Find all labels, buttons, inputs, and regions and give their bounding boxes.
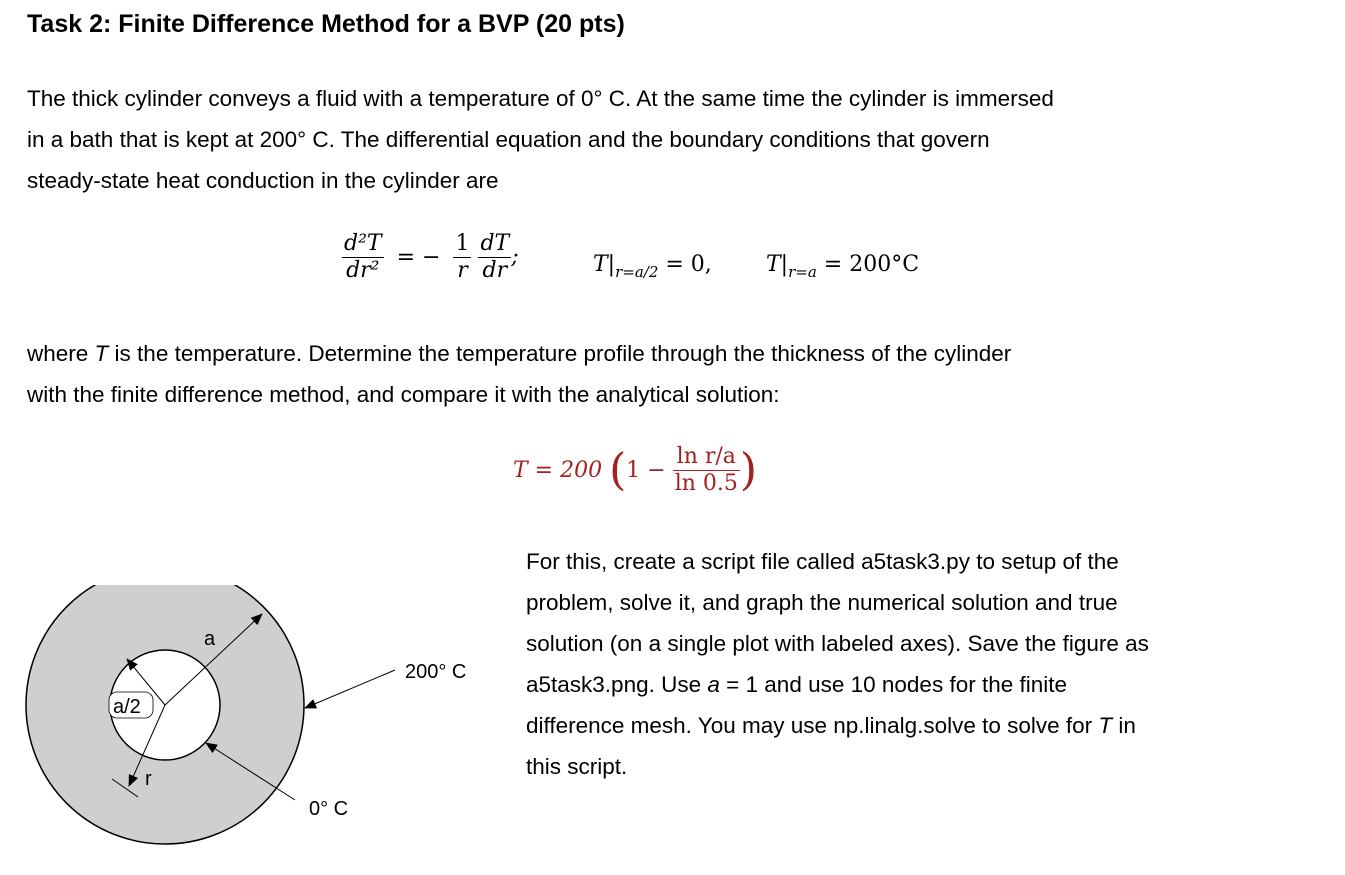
solution-fraction	[673, 445, 740, 496]
where-pre: where	[27, 341, 95, 366]
instr-line-5	[526, 705, 1149, 746]
intro-line-2: in a bath that is kept at 200° C. The differential equation and the boundary conditions that govern	[27, 127, 990, 152]
solution-numerator: ln r/a	[673, 445, 740, 471]
label-a2: a/2	[113, 696, 141, 718]
lhs-denominator: dr²	[346, 258, 380, 284]
rhs-denominator: dr	[482, 258, 508, 284]
intro-line-3: steady-state heat conduction in the cylinder are	[27, 168, 499, 193]
instr-line-2: problem, solve it, and graph the numerical solution and true	[526, 590, 1118, 615]
label-a: a	[204, 628, 216, 650]
instr-l4-post: = 1 and use 10 nodes for the finite	[719, 672, 1068, 697]
rhs-fraction	[478, 232, 511, 283]
label-r: r	[145, 768, 152, 790]
intro-line-1: The thick cylinder conveys a fluid with a temperature of 0° C. At the same time the cylinder is immersed	[27, 86, 1054, 111]
solution-lhs: T = 200	[513, 458, 603, 484]
outer-temp-leader	[305, 670, 395, 708]
instr-line-1: For this, create a script file called a5task3.py to setup of the	[526, 549, 1119, 574]
rhs-coefficient	[453, 232, 471, 283]
rhs-coef-denominator: r	[457, 258, 468, 284]
paren-left: (	[609, 444, 627, 496]
bc2-value: = 200°C	[823, 252, 920, 277]
where-paragraph	[27, 333, 1011, 415]
bc1-var: T|	[593, 252, 616, 277]
analytical-solution	[513, 445, 757, 496]
lhs-fraction	[342, 232, 384, 283]
instr-line-6: this script.	[526, 754, 628, 779]
instr-var-a: a	[707, 672, 720, 697]
instr-line-3: solution (on a single plot with labeled axes). Save the figure as	[526, 631, 1149, 656]
where-line-1	[27, 333, 1011, 374]
solution-one-minus: 1 −	[626, 458, 666, 484]
where-post: is the temperature. Determine the temperature profile through the thickness of the cylinder	[108, 341, 1012, 366]
instr-l5-pre: difference mesh. You may use np.linalg.solve to solve for	[526, 713, 1099, 738]
lhs-numerator: d²T	[342, 232, 384, 258]
rhs-numerator: dT	[478, 232, 511, 258]
paren-right: )	[739, 444, 758, 496]
solution-denominator: ln 0.5	[674, 471, 738, 497]
bc1-sub: r=a/2	[615, 263, 659, 281]
equation-punct: ;	[511, 244, 519, 270]
instr-l5-post: in	[1112, 713, 1136, 738]
task-title: Task 2: Finite Difference Method for a BVP (20 pts)	[27, 10, 625, 38]
bc2-var: T|	[766, 252, 789, 277]
cylinder-diagram	[0, 585, 510, 865]
instr-line-4	[526, 664, 1149, 705]
intro-paragraph	[27, 78, 1054, 201]
boundary-condition-outer	[766, 252, 919, 281]
instructions-paragraph	[526, 541, 1149, 787]
where-var-T: T	[94, 341, 109, 366]
label-outer-temp: 200° C	[405, 661, 467, 683]
rhs-sign: = −	[396, 244, 441, 270]
boundary-condition-inner	[593, 252, 712, 281]
instr-var-T: T	[1098, 713, 1113, 738]
rhs-coef-numerator: 1	[453, 232, 471, 258]
bc1-value: = 0,	[665, 252, 712, 277]
differential-equation	[342, 232, 519, 283]
where-line-2: with the finite difference method, and compare it with the analytical solution:	[27, 382, 780, 407]
instr-l4-pre: a5task3.png. Use	[526, 672, 708, 697]
bc2-sub: r=a	[788, 263, 817, 281]
label-inner-temp: 0° C	[309, 798, 349, 820]
